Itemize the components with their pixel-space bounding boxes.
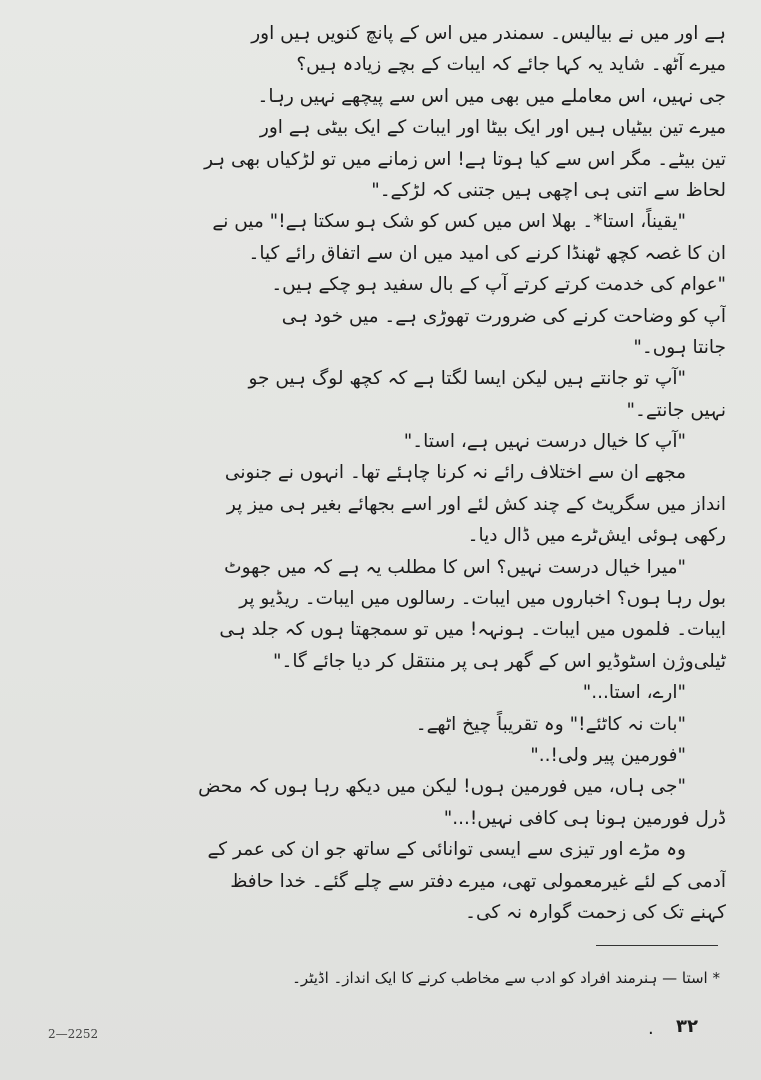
body-text — [32, 18, 726, 928]
page-number-dot: . — [648, 1018, 654, 1039]
text-line: ایبات۔ فلموں میں ایبات۔ ہونہہ! میں تو سمجھتا ہوں کہ جلد ہی — [219, 619, 726, 641]
print-code: 2—2252 — [48, 1027, 99, 1041]
text-line: آپ کو وضاحت کرنے کی ضرورت تھوڑی ہے۔ میں خود ہی — [281, 305, 726, 327]
text-line: ہے اور میں نے بیالیس۔ سمندر میں اس کے پانچ کنویں ہیں اور — [251, 23, 726, 44]
text-line: میرے تین بیٹیاں ہیں اور ایک بیٹا اور ایبات کے ایک بیٹی ہے اور — [259, 117, 726, 139]
text-line: بول رہا ہوں؟ اخباروں میں ایبات۔ رسالوں میں ایبات۔ ریڈیو پر — [239, 588, 726, 610]
text-line: وہ مڑے اور تیزی سے ایسی توانائی کے ساتھ جو ان کی عمر کے — [207, 839, 686, 861]
text-line: "ارے، استا..." — [582, 682, 686, 704]
text-line: جی نہیں، اس معاملے میں بھی میں اس سے پیچھے نہیں رہا۔ — [257, 85, 726, 107]
text-line: مجھے ان سے اختلاف رائے نہ کرنا چاہئے تھا۔ انہوں نے جنونی — [224, 462, 686, 484]
text-line: ڈرل فورمین ہونا ہی کافی نہیں!..." — [443, 807, 726, 829]
text-line: کہنے تک کی زحمت گوارہ نہ کی۔ — [465, 901, 726, 923]
text-line: "آپ تو جانتے ہیں لیکن ایسا لگتا ہے کہ کچھ لوگ ہیں جو — [248, 368, 686, 390]
text-line: "بات نہ کاٹئے!" وہ تقریباً چیخ اٹھے۔ — [415, 713, 686, 735]
text-line: "آپ کا خیال درست نہیں ہے، استا۔" — [403, 431, 686, 453]
text-line: رکھی ہوئی ایش‌ٹرے میں ڈال دیا۔ — [467, 525, 726, 547]
text-line: ان کا غصہ کچھ ٹھنڈا کرنے کی امید میں ان سے اتفاق رائے کیا۔ — [248, 242, 726, 264]
text-line: آدمی کے لئے غیرمعمولی تھی، میرے دفتر سے چلے گئے۔ خدا حافظ — [230, 870, 726, 892]
text-line: "یقیناً، استا*۔ بھلا اس میں کس کو شک ہو سکتا ہے!" میں نے — [212, 211, 686, 233]
text-line: انداز میں سگریٹ کے چند کش لئے اور اسے بجھائے بغیر ہی میز پر — [226, 493, 726, 515]
text-line: "میرا خیال درست نہیں؟ اس کا مطلب یہ ہے کہ میں جھوٹ — [224, 556, 686, 578]
text-line: "جی ہاں، میں فورمین ہوں! لیکن میں دیکھ رہا ہوں کہ محض — [198, 776, 686, 798]
footnote: * استا — ہنرمند افراد کو ادب سے مخاطب کرنے کا ایک انداز۔ اڈیٹر۔ — [292, 969, 720, 987]
footnote-divider — [596, 945, 718, 946]
text-line: "عوام کی خدمت کرتے کرتے آپ کے بال سفید ہو چکے ہیں۔ — [271, 274, 726, 296]
text-line: میرے آٹھ۔ شاید یہ کہا جائے کہ ایبات کے بچے زیادہ ہیں؟ — [296, 54, 726, 76]
text-line: "فورمین پیر ولی!.." — [530, 744, 686, 766]
page-number: ۳۲ — [676, 1016, 698, 1037]
text-line: لحاظ سے اتنی ہی اچھی ہیں جتنی کہ لڑکے۔" — [371, 179, 726, 201]
text-line: نہیں جانتے۔" — [626, 399, 726, 421]
text-line: تین بیٹے۔ مگر اس سے کیا ہوتا ہے! اس زمانے میں تو لڑکیاں بھی ہر — [204, 148, 726, 170]
text-line: ٹیلی‌وژن اسٹوڈیو اس کے گھر ہی پر منتقل کر دیا جائے گا۔" — [272, 650, 726, 672]
text-line: جانتا ہوں۔" — [633, 336, 726, 358]
